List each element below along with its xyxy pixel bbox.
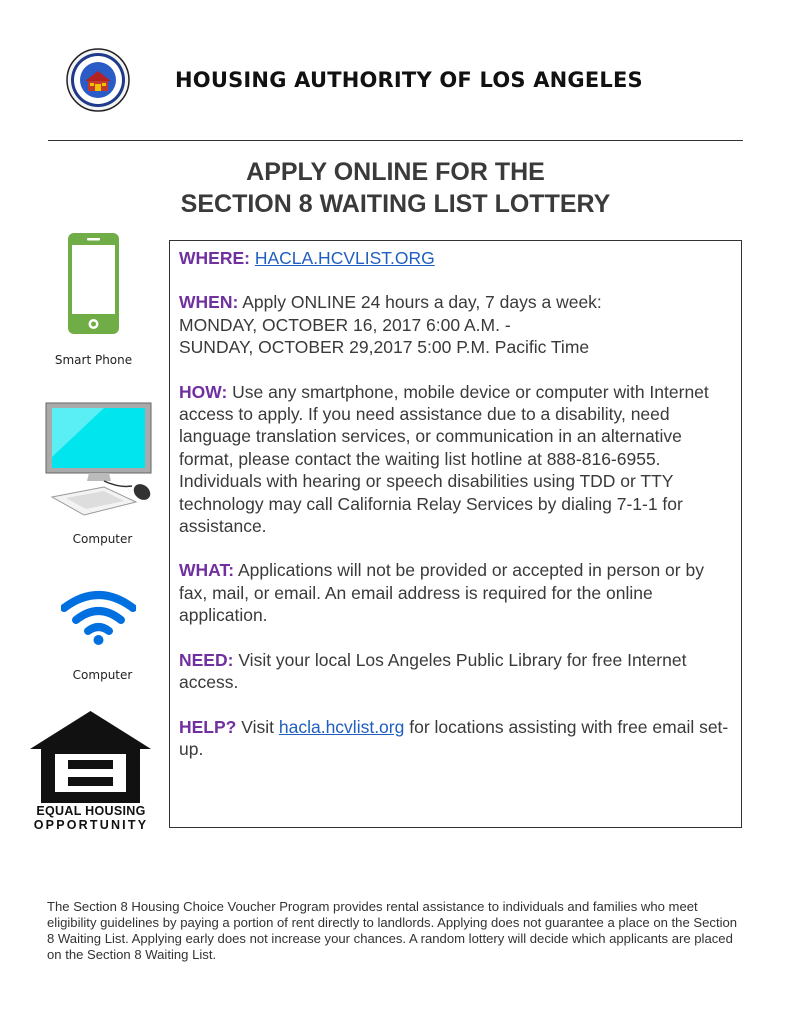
- smartphone-label: Smart Phone: [54, 353, 133, 367]
- headline-line-2: SECTION 8 WAITING LIST LOTTERY: [180, 190, 611, 218]
- computer-label: Computer: [72, 532, 133, 546]
- where-link[interactable]: HACLA.HCVLIST.ORG: [254, 248, 435, 268]
- what-text: Applications will not be provided or accepted in person or by fax, mail, or email. An email address is required for the online application.: [179, 560, 704, 626]
- where-section: [179, 247, 732, 269]
- how-section: [179, 381, 732, 538]
- help-pre-text: Visit: [241, 716, 274, 737]
- wifi-label: Computer: [72, 668, 133, 682]
- headline-line-1: APPLY ONLINE FOR THE: [246, 158, 545, 186]
- smartphone-icon: [67, 232, 120, 335]
- when-section: [179, 291, 732, 358]
- equal-housing-house-icon: [30, 709, 151, 803]
- when-line-1: Apply ONLINE 24 hours a day, 7 days a week:: [242, 292, 602, 313]
- how-text: Use any smartphone, mobile device or computer with Internet access to apply. If you need assistance due to a disability, need language translation services, or communication in an alternative format, please contact the waiting list hotline at 888-816-6955. Individuals with hearing or speech disabilities using TDD or TTY technology may call California Relay Services by dialing 7-1-1 for assistance.: [179, 381, 709, 537]
- what-section: [179, 559, 732, 626]
- footer-disclaimer: The Section 8 Housing Choice Voucher Program provides rental assistance to individuals and families who meet eligibility guidelines by paying a portion of rent directly to landlords. Applying does not guarantee a place on the Section 8 Waiting List. Applying early does not increase your chances. A random lottery will decide which applicants are placed on the Section 8 Waiting List.: [47, 899, 738, 962]
- need-section: [179, 649, 732, 694]
- equal-housing-line-2: OPPORTUNITY: [33, 818, 149, 832]
- computer-icon: [44, 402, 154, 518]
- help-link[interactable]: hacla.hcvlist.org: [278, 716, 405, 737]
- housing-authority-seal-icon: [66, 48, 130, 112]
- need-text: Visit your local Los Angeles Public Library for free Internet access.: [179, 649, 687, 693]
- help-post-text: for locations assisting with free email set-up.: [179, 716, 729, 759]
- how-label: HOW:: [179, 381, 228, 402]
- equal-housing-line-1: EQUAL HOUSING: [36, 804, 146, 818]
- page-headline: [0, 156, 791, 220]
- what-label: WHAT:: [179, 560, 235, 581]
- header-divider: [48, 140, 743, 141]
- need-label: NEED:: [179, 649, 234, 670]
- organization-title: HOUSING AUTHORITY OF LOS ANGELES: [175, 68, 643, 92]
- when-line-3: SUNDAY, OCTOBER 29,2017 5:00 P.M. Pacific Time: [179, 337, 590, 358]
- when-line-2: MONDAY, OCTOBER 16, 2017 6:00 A.M. -: [179, 314, 511, 335]
- help-label: HELP?: [179, 716, 237, 737]
- when-label: WHEN:: [179, 292, 239, 313]
- wifi-icon: [61, 590, 136, 646]
- info-box: [169, 240, 742, 828]
- equal-housing-text: [26, 804, 156, 832]
- help-section: [179, 716, 732, 761]
- where-label: WHERE:: [179, 248, 250, 268]
